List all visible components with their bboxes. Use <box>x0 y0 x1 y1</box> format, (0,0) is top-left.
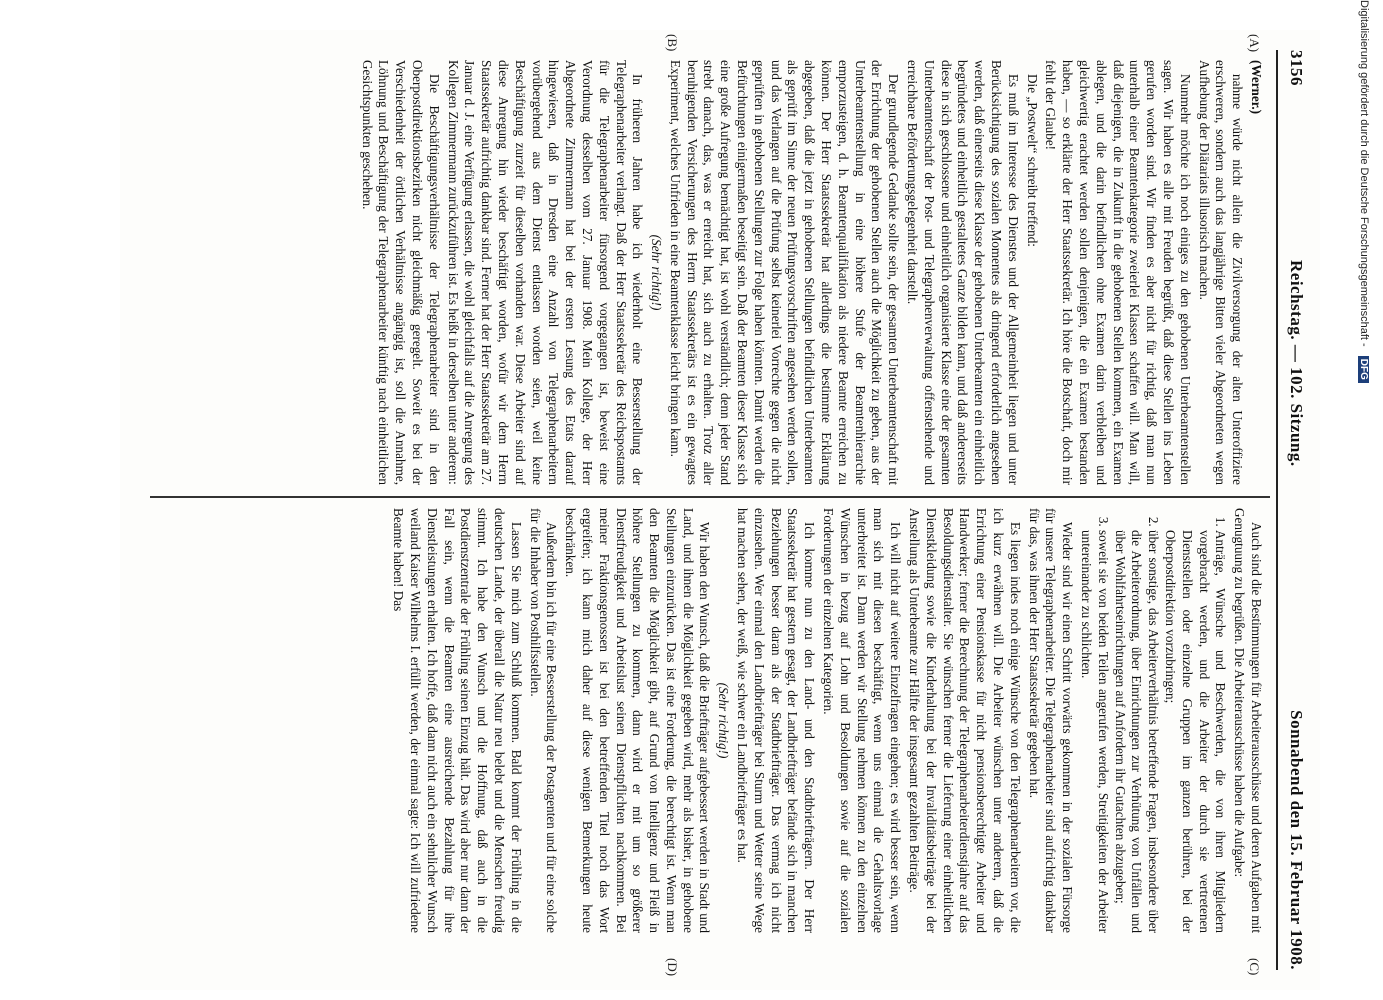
quote-paragraph: Die Beschäftigungsverhältnisse der Telegraphenarbeiter sind in den Oberpostdirektionsbezirken nicht gleichmäßig geregelt. Soweit es bei der Verschiedenheit der örtlichen Verhältnisse angängig ist, soll die Annahme, Löhnung und Beschäftigung der Telegraphenarbeiter künftig nach einheitlichen Gesichtspunkten geschehen. <box>359 60 442 485</box>
paragraph: Wieder sind wir einen Schritt vorwärts gekommen in der sozialen Fürsorge für unsere Telegraphenarbeiter. Die Telegraphenarbeiter sind aufrichtig dankbar für das, was ihnen der Herr Staatssekretär gegeben hat. <box>1026 508 1076 933</box>
right-column <box>150 508 1264 933</box>
header-title: Reichstag. — 102. Sitzung. <box>1287 260 1306 467</box>
margin-mark-c: (C) <box>1247 958 1262 976</box>
paragraph: Nunmehr möchte ich noch einiges zu den gehobenen Unterbeamtenstellen sagen. Wir haben es alle mit Freuden begrüßt, daß diese Stellen ins Leben gerufen worden sind. Wir finden es aber nicht für richtig, daß man nun unterhalb einer Beamtenkategorie zweierlei Klassen schaffen will. Man will, daß diejenigen, die in Zukunft in die gehobenen Stellen kommen, ein Examen ablegen, und die darin befindlichen ohne Examen darin verbleiben und gleichwertig erachtet werden sollen denjenigen, die ein Examen bestanden haben, — so erklärte der Herr Staatssekretär. Ich höre die Botschaft, doch mir fehlt der Glaube! <box>1043 60 1193 485</box>
paragraph: Der grundlegende Gedanke sollte sein, der gesamten Unterbeamtenschaft mit der Errichtung der gehobenen Stellen auch die Möglichkeit zu geben, aus der Unterbeamtenstellung in eine höhere Stufe der Beamtenhierarchie emporzusteigen, d. h. Beamtenqualifikation als niedere Beamte erreichen zu können. Der Herr Staatssekretär hat allerdings die bestimmte Erklärung abgegeben, daß die jetzt in gehobenen Stellungen befindlichen Unterbeamten als geprüft im Sinne der neuen Prüfungsvorschriften angesehen werden sollen, und das Verlangen auf die Prüfung selbst keinerlei Vorrechte gegen die nicht geprüften in gehobenen Stellungen zur Folge haben könnten. Damit werden die Befürchtungen einigermaßen beseitigt sein. Daß der Beamten dieser Klasse sich eine große Aufregung bemächtigt hat, ist wohl verständlich; denn jeder Stand strebt danach, das, was er erreicht hat, sich auch zu erhalten. Trotz aller beruhigenden Versicherungen des Herrn Staatssekretärs ist es ein gewagtes Experiment, welches Unfrieden in eine Beamtenklasse leicht bringen kann. <box>667 60 902 485</box>
numbered-list <box>1077 508 1228 933</box>
interjection: (Sehr richtig!) <box>716 682 732 759</box>
speaker-name: (Werner.) <box>1249 60 1264 115</box>
list-item: 3. soweit sie von beiden Teilen angerufen werden, Streitigkeiten der Arbeiter untereinander zu schlichten. <box>1077 530 1111 933</box>
newspaper-sheet <box>120 30 1320 990</box>
paragraph: Es liegen indes noch einige Wünsche von den Telegraphenarbeitern vor, die ich kurz erwähnen will. Die Arbeiter wünschen unter anderem, daß die Errichtung einer Pensionskasse für nicht pensionsberechtigte Arbeiter und Handwerker; ferner die Berechnung der Telegraphenarbeiterdienstjahre auf das Besoldungsdienstalter. Sie wünschen ferner die Lieferung einer einheitlichen Dienstkleidung sowie die Kinderhaltung bei der Invaliditätsbeiträge bei der Anstellung als Unterbeamte zur Hälfte der insgesamt gezahlten Beiträge. <box>907 508 1023 933</box>
interjection: (Sehr richtig!) <box>649 234 665 311</box>
paragraph: Die „Postwelt“ schreibt treffend: <box>1024 74 1040 247</box>
paragraph: Auch sind die Bestimmungen für Arbeiterausschüsse und deren Aufgaben mit Genugtuung zu begrüßen. Die Arbeiterausschüsse haben die Aufgabe: <box>1232 508 1264 933</box>
list-item: 1. Anträge, Wünsche und Beschwerden, die von ihren Mitgliedern vorgebracht werden, und die Arbeiter der durch sie vertretenen Dienststellen oder einzelne Gruppen im ganzen berühren, bei der Oberpostdirektion vorzubringen; <box>1161 530 1228 933</box>
paragraph: In früheren Jahren habe ich wiederholt eine Besserstellung der Telegraphenarbeiter verlangt. Daß der Herr Staatssekretär des Reichspostamts für die Telegraphenarbeiter fürsorgend vorgegangen ist, beweist eine Verordnung desselben vom 27. Januar 1908. Mein Kollege, der Herr Abgeordnete Zimmermann hat bei der ersten Lesung des Etats darauf hingewiesen, daß in Dresden eine Anzahl von Telegraphenarbeitern vorübergehend aus dem Dienst entlassen worden seien, weil keine Beschäftigung zurzeit für dieselben vorhanden war. Diese Arbeiter sind auf diese Anregung hin wieder beschäftigt worden, wofür wir dem Herrn Staatssekretär aufrichtig dankbar sind. Ferner hat der Herr Staatssekretär am 27. Januar d. J. eine Verfügung erlassen, die wohl gleichfalls auf die Anregung des Kollegen Zimmermann zurückzuführen ist. Es heißt in derselben unter anderem: <box>445 60 646 485</box>
margin-mark-a: (A) <box>1247 34 1262 53</box>
digitization-credit <box>1354 0 1370 1000</box>
page-number: 3156 <box>1287 50 1306 86</box>
header-date: Sonnabend den 15. Februar 1908. <box>1287 710 1306 970</box>
paragraph: Wir haben den Wunsch, daß die Briefträger aufgebessert werden in Stadt und Land, und ihnen die Möglichkeit gegeben wird, mehr als bisher, in gehobene Stellungen einzurücken. Das ist eine Forderung, die berechtigt ist. Wenn man den Beamten die Möglichkeit gibt, auf Grund von Intelligenz und Fleiß in höhere Stellungen zu kommen, dann wird er mit um so größerer Dienstfreudigkeit und Arbeitslust seinen Dienstpflichten nachkommen. Bei meiner Fraktionsgenossen ist bei den betreffenden Titel noch das Wort ergreifen; ich kann mich daher auf diese wenigen Bemerkungen heute beschränken. <box>563 508 713 933</box>
paragraph: Ich will nicht auf weitere Einzelfragen eingehen; es wird besser sein, wenn man sich mit diesen beschäftigt, wenn uns einmal die Gehaltsvorlage unterbreitet ist. Dann werden wir Stellung nehmen können zu den einzelnen Wünschen in bezug auf Lohn und Besoldungen sowie auf die sozialen Forderungen der einzelnen Kategorien. <box>821 508 904 933</box>
credit-text: Digitalisierung gefördert durch die Deutsche Forschungsgemeinschaft - <box>1358 0 1370 347</box>
column-divider <box>150 496 1270 498</box>
paragraph: Ich komme nun zu den Land- und den Stadtbriefträgern. Der Herr Staatssekretär hat gestern gesagt, der Landbriefträger befände sich in manchen Beziehungen besser daran als der Stadtbriefträger. Das vermag ich nicht einzusehen. Wer einmal den Landbriefträger bei Sturm und Wetter seine Wege hat machen sehen, der weiß, wie schwer ein Landbriefträger es hat. <box>735 508 818 933</box>
running-header <box>1276 50 1312 970</box>
margin-mark-d: (D) <box>665 958 680 977</box>
margin-mark-b: (B) <box>665 34 680 52</box>
paragraph: nahme würde nicht allein die Zivilversorgung der alten Unteroffiziere erschweren, sondern auch das langjährige Bitten vieler Abgeordneten wegen Aufhebung der Diätariats illusorisch machen. <box>1196 60 1246 485</box>
paragraph: Lassen Sie mich zum Schluß kommen. Bald kommt der Frühling in die deutschen Lande, der überall die Natur neu belebt und die Menschen freudig stimmt. Ich habe den Wunsch und die Hoffnung, daß auch in die Postdienstzentrale der Frühling seinen Einzug hält. Das wird aber nur dann der Fall sein, wenn die Beamten eine ausreichende Bezahlung für ihre Dienstleistungen erhalten. Ich hoffe, daß dann nicht auch ein sehnlicher Wunsch weiland Kaiser Wilhelms I. erfüllt werden, der einmal sagte: Ich will zufriedene Beamte haben! Das <box>391 508 524 933</box>
list-item: 2. über sonstige, das Arbeiterverhältnis betreffende Fragen, insbesondere über die Arbeiterordnung, über Einrichtungen zur Verhütung von Unfällen und über Wohlfahrtseinrichtungen auf Anfordern ihr Gutachten abzugeben; <box>1111 530 1161 933</box>
paragraph: Außerdem bin ich für eine Besserstellung der Postagenten und für eine solche für die Inhaber von Posthilfsstellen. <box>527 508 560 933</box>
left-column <box>150 60 1264 485</box>
quote-paragraph: Es muß im Interesse des Dienstes und der Allgemeinheit liegen und unter Berücksichtigung des sozialen Momentes als dringend erforderlich angesehen werden, daß einerseits diese Klasse der gehobenen Unterbeamten ein einheitlich begründetes und einheitlich gestaltetes Ganze bilden kann, und daß andererseits diese in sich geschlossene und einheitlich organisierte Klasse eine der gesamten Unterbeamtenschaft der Post- und Telegraphenverwaltung offenstehende und erreichbare Beförderungsgelegenheit darstellt. <box>905 60 1021 485</box>
dfg-logo: DFG <box>1358 356 1369 383</box>
